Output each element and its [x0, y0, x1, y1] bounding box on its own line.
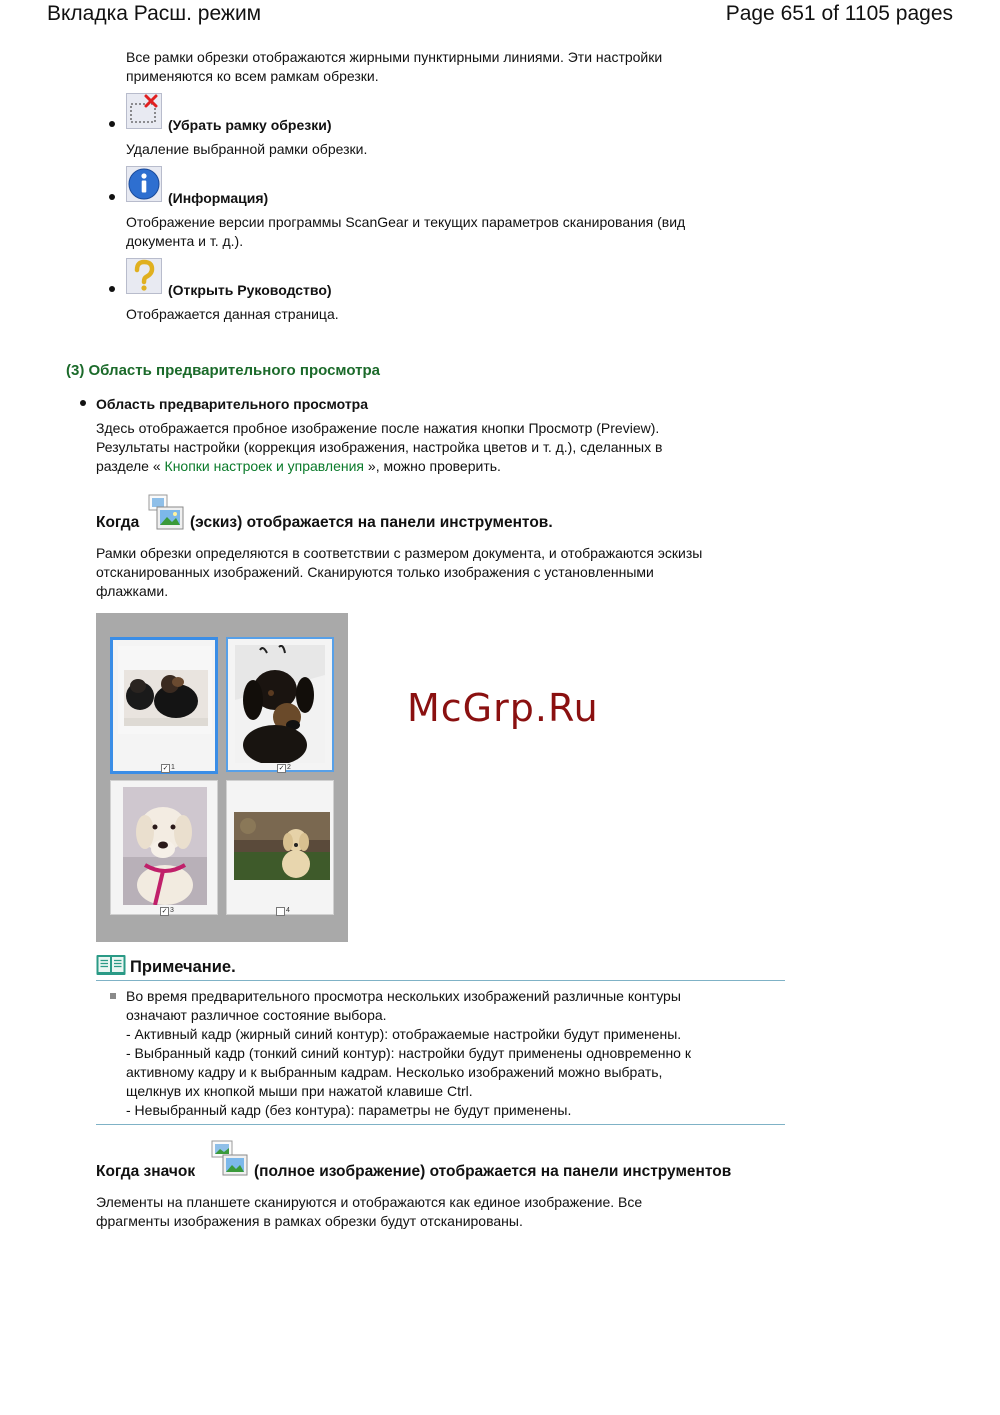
information-label: (Информация) [168, 190, 269, 206]
information-desc [126, 213, 685, 251]
page-counter: Page 651 of 1105 pages [725, 2, 953, 25]
dog-photo [235, 645, 325, 763]
thumbnail-checkbox[interactable]: ✓ [278, 765, 285, 772]
whole-image-heading-suffix: (полное изображение) отображается на панели инструментов [254, 1163, 732, 1180]
note-divider-bottom [96, 1124, 785, 1125]
thumbnail-frame-active[interactable] [110, 637, 218, 774]
watermark: McGrp.Ru [407, 686, 599, 730]
whole-image-heading-prefix: Когда значок [96, 1163, 196, 1180]
note-bullet [110, 993, 116, 999]
note-line: - Невыбранный кадр (без контура): параметры не будут применены. [126, 1102, 572, 1118]
para-text: разделе « [96, 458, 165, 474]
thumbnail-heading-suffix: (эскиз) отображается на панели инструментов. [190, 514, 553, 531]
thumbnail-number: 4 [286, 907, 290, 914]
intro-paragraph [126, 48, 662, 86]
thumbnail-paragraph [96, 544, 702, 601]
thumbnail-frame-selected[interactable] [226, 637, 334, 772]
note-body [126, 987, 691, 1120]
note-divider-top [96, 980, 785, 981]
labrador-photo [123, 787, 207, 905]
thumbnail-heading-prefix: Когда [96, 514, 140, 531]
thumbnail-number: 1 [171, 764, 175, 771]
bullet [80, 400, 86, 406]
open-guide-icon [126, 258, 162, 294]
dogs-photo [118, 646, 212, 734]
header-title: Вкладка Расш. режим [47, 2, 262, 25]
thumbnail-checkbox[interactable] [276, 907, 285, 916]
thumbnail-checkbox[interactable]: ✓ [161, 908, 168, 915]
open-guide-label: (Открыть Руководство) [168, 282, 332, 298]
intro-line: Все рамки обрезки отображаются жирными пунктирными линиями. Эти настройки [126, 49, 663, 65]
whole-image-view-icon [211, 1140, 249, 1178]
para-line [96, 457, 662, 476]
settings-buttons-link[interactable]: Кнопки настроек и управления [164, 458, 365, 474]
para-line: фрагменты изображения в рамках обрезки будут отсканированы. [96, 1213, 523, 1229]
para-line: отсканированных изображений. Сканируются только изображения с установленными [96, 564, 654, 580]
bullet [109, 286, 115, 292]
thumbnail-number: 3 [170, 907, 174, 914]
para-line: Результаты настройки (коррекция изображения, настройка цветов и т. д.), сделанных в [96, 439, 663, 455]
para-line: Элементы на планшете сканируются и отображаются как единое изображение. Все [96, 1194, 643, 1210]
outdoor-dog-photo [234, 812, 330, 880]
thumbnail-checkbox[interactable]: ✓ [162, 765, 169, 772]
section-heading: (3) Область предварительного просмотра [66, 362, 380, 379]
thumbnail-frame[interactable] [226, 780, 334, 915]
intro-line: применяются ко всем рамкам обрезки. [126, 68, 379, 84]
bullet [109, 121, 115, 127]
open-guide-desc: Отображается данная страница. [126, 306, 339, 322]
whole-image-paragraph [96, 1193, 642, 1231]
para-line: Рамки обрезки определяются в соответствии с размером документа, и отображаются эскизы [96, 545, 703, 561]
section-bullet-title: Область предварительного просмотра [96, 396, 369, 412]
desc-line: Отображение версии программы ScanGear и текущих параметров сканирования (вид [126, 214, 686, 230]
note-line: Во время предварительного просмотра нескольких изображений различные контуры [126, 988, 681, 1004]
thumbnail-view-icon [148, 493, 184, 529]
note-line: означают различное состояние выбора. [126, 1007, 387, 1023]
preview-area-paragraph [96, 419, 662, 476]
desc-line: документа и т. д.). [126, 233, 244, 249]
remove-crop-frame-icon [126, 93, 162, 129]
bullet [109, 194, 115, 200]
note-book-icon [96, 954, 126, 976]
para-line: флажками. [96, 583, 169, 599]
thumbnail-frame[interactable] [110, 780, 218, 915]
para-line: Здесь отображается пробное изображение после нажатия кнопки Просмотр (Preview). [96, 420, 660, 436]
thumbnail-number: 2 [287, 764, 291, 771]
remove-crop-frame-label: (Убрать рамку обрезки) [168, 117, 332, 133]
note-line: - Выбранный кадр (тонкий синий контур): настройки будут применены одновременно к [126, 1045, 691, 1061]
remove-crop-frame-desc: Удаление выбранной рамки обрезки. [126, 141, 368, 157]
note-line: - Активный кадр (жирный синий контур): отображаемые настройки будут применены. [126, 1026, 682, 1042]
note-line: активному кадру и к выбранным кадрам. Несколько изображений можно выбрать, [126, 1064, 663, 1080]
note-title: Примечание. [130, 958, 236, 976]
note-line: щелкнув их кнопкой мыши при нажатой клавише Ctrl. [126, 1083, 473, 1099]
information-icon [126, 166, 162, 202]
preview-area [96, 613, 348, 942]
para-text: », можно проверить. [364, 458, 501, 474]
